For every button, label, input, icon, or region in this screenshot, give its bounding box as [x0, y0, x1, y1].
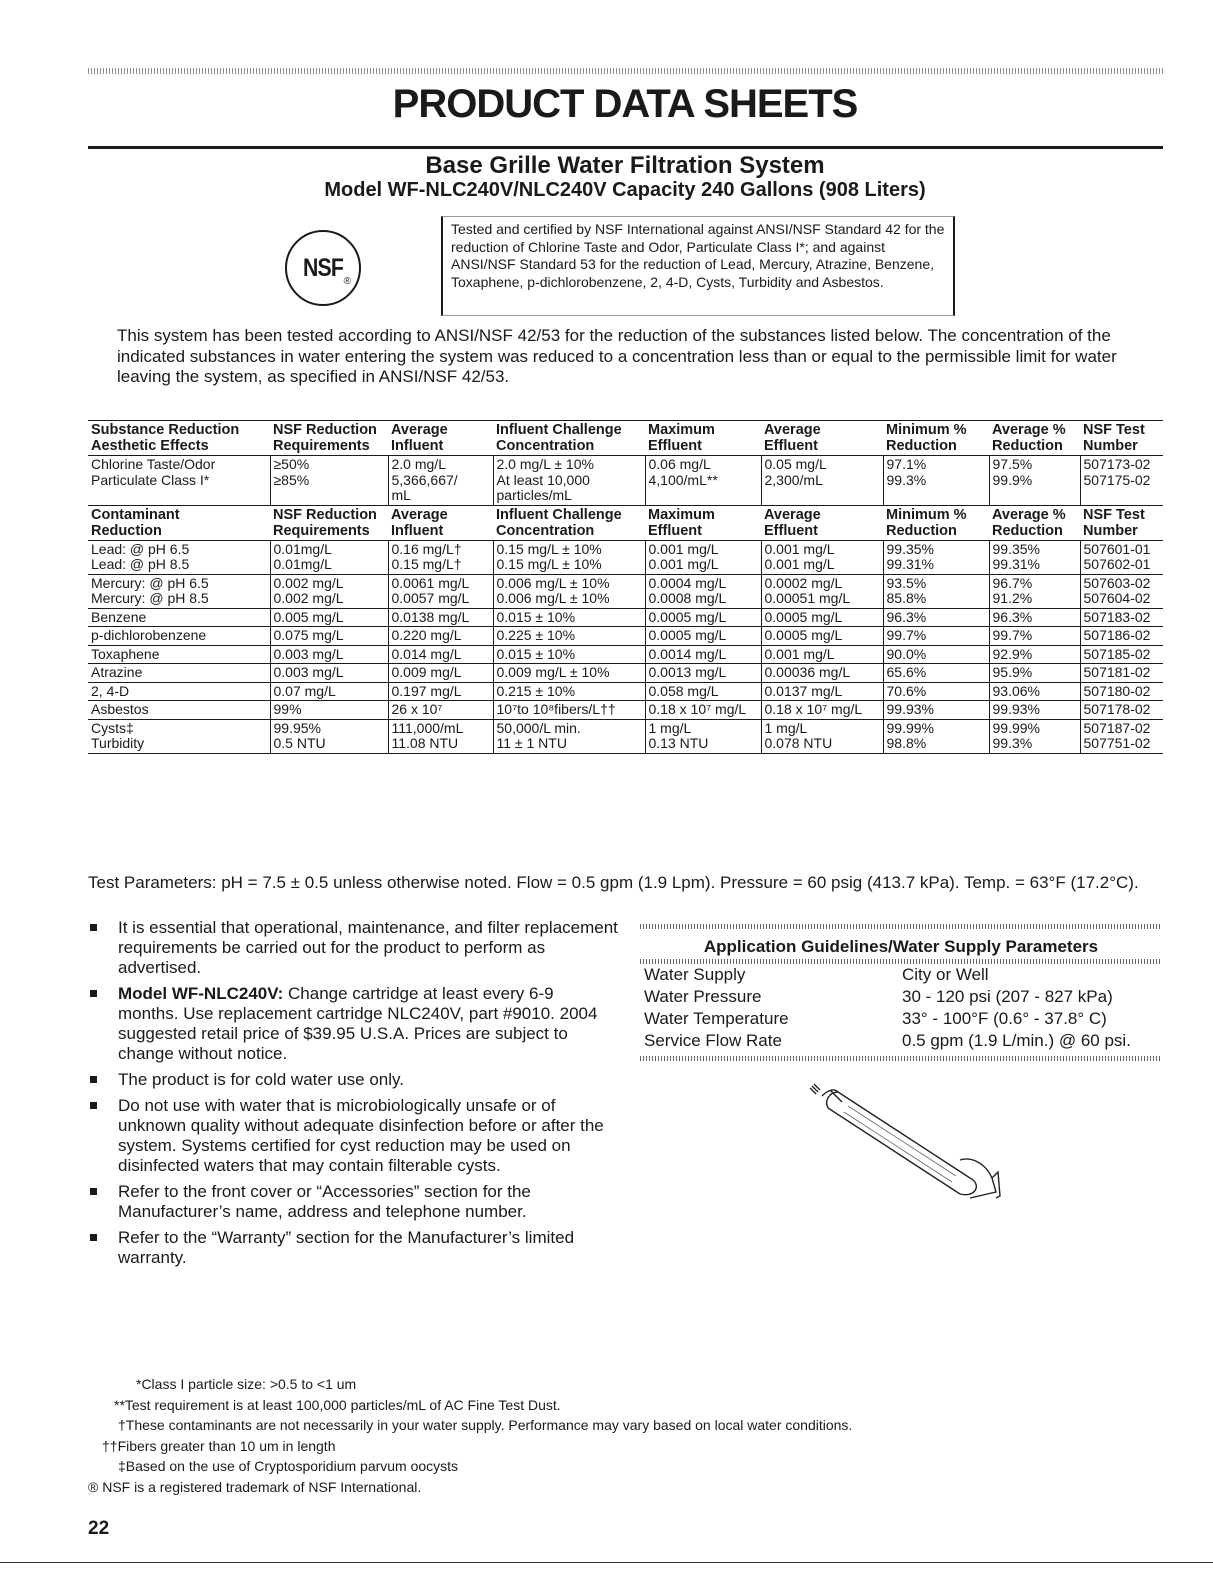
- table-cell: 99.35% 99.31%: [883, 540, 989, 574]
- note-item: [88, 1182, 618, 1222]
- table-cell: 95.9%: [989, 664, 1080, 683]
- table-cell: Average Influent: [388, 421, 493, 456]
- table-cell: 507603-02 507604-02: [1080, 574, 1163, 608]
- table-cell: 92.9%: [989, 645, 1080, 664]
- footnote: †These contaminants are not necessarily in your water supply. Performance may vary based on local water conditions.: [118, 1417, 853, 1433]
- page-title: PRODUCT DATA SHEETS: [392, 82, 858, 126]
- table-cell: 99.99% 98.8%: [883, 719, 989, 753]
- table-cell: 0.15 mg/L ± 10% 0.15 mg/L ± 10%: [493, 540, 645, 574]
- table-cell: 70.6%: [883, 682, 989, 701]
- table-cell: 0.003 mg/L: [270, 664, 388, 683]
- table-cell: 0.0002 mg/L 0.00051 mg/L: [761, 574, 883, 608]
- table-cell: 0.0061 mg/L 0.0057 mg/L: [388, 574, 493, 608]
- page-number: 22: [88, 1518, 110, 1539]
- table-cell: p-dichlorobenzene: [88, 627, 270, 646]
- note-item: [88, 1228, 618, 1268]
- table-cell: 26 x 10⁷: [388, 701, 493, 720]
- table-row: [88, 719, 1163, 753]
- table-cell: 0.01mg/L 0.01mg/L: [270, 540, 388, 574]
- table-cell: 0.015 ± 10%: [493, 645, 645, 664]
- dotted-rule: [640, 1056, 1162, 1061]
- dotted-rule: [640, 924, 1162, 929]
- bullet-square-icon: [90, 1102, 97, 1109]
- performance-table: [88, 420, 1163, 754]
- table-cell: Minimum % Reduction: [883, 505, 989, 540]
- table-cell: 0.07 mg/L: [270, 682, 388, 701]
- table-cell: Atrazine: [88, 664, 270, 683]
- table-cell: 507173-02 507175-02: [1080, 456, 1163, 506]
- table-cell: 0.0005 mg/L: [761, 627, 883, 646]
- table-cell: NSF Reduction Requirements: [270, 421, 388, 456]
- table-cell: 507178-02: [1080, 701, 1163, 720]
- note-bold-label: Model WF-NLC240V:: [118, 984, 284, 1003]
- note-item: [88, 1070, 618, 1090]
- footnote: ††Fibers greater than 10 um in length: [102, 1437, 336, 1454]
- bullet-square-icon: [90, 924, 97, 931]
- table-cell: Mercury: @ pH 6.5 Mercury: @ pH 8.5: [88, 574, 270, 608]
- top-dotted-rule: [88, 68, 1163, 74]
- section-heading: Base Grille Water Filtration System: [425, 152, 825, 179]
- table-cell: 96.3%: [883, 608, 989, 627]
- table-cell: NSF Test Number: [1080, 505, 1163, 540]
- table-cell: 0.001 mg/L 0.001 mg/L: [645, 540, 761, 574]
- table-cell: 93.5% 85.8%: [883, 574, 989, 608]
- table-cell: 0.0005 mg/L: [645, 608, 761, 627]
- table-cell: 99.7%: [989, 627, 1080, 646]
- nsf-logo: [285, 230, 361, 306]
- table-cell: Average Influent: [388, 505, 493, 540]
- table-cell: Chlorine Taste/Odor Particulate Class I*: [88, 456, 270, 506]
- table-row: [88, 682, 1163, 701]
- table-cell: 0.0014 mg/L: [645, 645, 761, 664]
- table-cell: 1 mg/L 0.13 NTU: [645, 719, 761, 753]
- note-item: [88, 918, 618, 978]
- application-label: Water Supply: [644, 965, 746, 984]
- application-guidelines: [640, 924, 1162, 1054]
- table-cell: Average % Reduction: [989, 421, 1080, 456]
- table-cell: Contaminant Reduction: [88, 505, 270, 540]
- note-text: The product is for cold water use only.: [118, 1070, 404, 1089]
- table-cell: ≥50% ≥85%: [270, 456, 388, 506]
- table-cell: 0.06 mg/L 4,100/mL**: [645, 456, 761, 506]
- table-cell: Toxaphene: [88, 645, 270, 664]
- table-cell: 507187-02 507751-02: [1080, 719, 1163, 753]
- note-text: Change cartridge at least every 6-9 months. Use replacement cartridge NLC240V, part #9010. 2004 suggested retail price of $39.95 U.S.A. Prices are subject to change without notice.: [118, 984, 598, 1063]
- table-cell: NSF Test Number: [1080, 421, 1163, 456]
- notes-list: [88, 918, 618, 1274]
- table-cell: Asbestos: [88, 701, 270, 720]
- table-cell: 0.002 mg/L 0.002 mg/L: [270, 574, 388, 608]
- filter-cartridge-illustration: [800, 1072, 1010, 1202]
- bottom-rule: [0, 1562, 1213, 1563]
- table-cell: 99.95% 0.5 NTU: [270, 719, 388, 753]
- table-row: [88, 456, 1163, 506]
- table-cell: 99%: [270, 701, 388, 720]
- table-cell: 90.0%: [883, 645, 989, 664]
- table-cell: 0.005 mg/L: [270, 608, 388, 627]
- table-cell: 99.35% 99.31%: [989, 540, 1080, 574]
- table-cell: Influent Challenge Concentration: [493, 505, 645, 540]
- table-cell: 0.014 mg/L: [388, 645, 493, 664]
- table-cell: 507181-02: [1080, 664, 1163, 683]
- table-cell: 0.05 mg/L 2,300/mL: [761, 456, 883, 506]
- table-cell: 0.18 x 10⁷ mg/L: [761, 701, 883, 720]
- application-label: Water Temperature: [644, 1009, 789, 1028]
- table-cell: 0.18 x 10⁷ mg/L: [645, 701, 761, 720]
- table-cell: 50,000/L min. 11 ± 1 NTU: [493, 719, 645, 753]
- table-header-aesthetic: [88, 421, 1163, 456]
- nsf-logo-text: NSF: [303, 254, 343, 282]
- footnote: *Class I particle size: >0.5 to <1 um: [136, 1376, 357, 1392]
- table-cell: Maximum Effluent: [645, 421, 761, 456]
- table-cell: 0.0005 mg/L: [761, 608, 883, 627]
- registered-mark: ®: [343, 276, 351, 287]
- application-value: 33° - 100°F (0.6° - 37.8° C): [902, 1009, 1107, 1028]
- note-item: [88, 1096, 618, 1176]
- table-cell: 0.225 ± 10%: [493, 627, 645, 646]
- table-row: [88, 701, 1163, 720]
- table-cell: Influent Challenge Concentration: [493, 421, 645, 456]
- model-subheading: Model WF-NLC240V/NLC240V Capacity 240 Gallons (908 Liters): [324, 179, 926, 201]
- application-row: [640, 1008, 1162, 1030]
- table-cell: 0.0004 mg/L 0.0008 mg/L: [645, 574, 761, 608]
- table-cell: Lead: @ pH 6.5 Lead: @ pH 8.5: [88, 540, 270, 574]
- bullet-square-icon: [90, 1076, 97, 1083]
- test-parameters: Test Parameters: pH = 7.5 ± 0.5 unless otherwise noted. Flow = 0.5 gpm (1.9 Lpm). Pressure = 60 psig (413.7 kPa). Temp. = 63°F (17.2°C).: [88, 873, 1139, 892]
- application-row: [640, 986, 1162, 1008]
- title-rule: [88, 146, 1163, 149]
- bullet-square-icon: [90, 1188, 97, 1195]
- table-cell: 0.058 mg/L: [645, 682, 761, 701]
- table-cell: 0.009 mg/L ± 10%: [493, 664, 645, 683]
- table-cell: Benzene: [88, 608, 270, 627]
- table-cell: 99.99% 99.3%: [989, 719, 1080, 753]
- table-cell: 65.6%: [883, 664, 989, 683]
- table-row: [88, 540, 1163, 574]
- note-text: Refer to the “Warranty” section for the Manufacturer’s limited warranty.: [118, 1228, 575, 1267]
- application-row: [640, 1030, 1162, 1052]
- table-cell: 0.0005 mg/L: [645, 627, 761, 646]
- table-cell: 0.006 mg/L ± 10% 0.006 mg/L ± 10%: [493, 574, 645, 608]
- table-cell: 0.001 mg/L 0.001 mg/L: [761, 540, 883, 574]
- application-value: 0.5 gpm (1.9 L/min.) @ 60 psi.: [902, 1031, 1131, 1050]
- table-cell: 2, 4-D: [88, 682, 270, 701]
- application-value: 30 - 120 psi (207 - 827 kPa): [902, 987, 1113, 1006]
- note-text: Do not use with water that is microbiologically unsafe or of unknown quality without adequate disinfection before or after the system. Systems certified for cyst reduction may be used on disinfected waters that may contain filterable cysts.: [118, 1096, 604, 1175]
- table-cell: Minimum % Reduction: [883, 421, 989, 456]
- bullet-square-icon: [90, 1234, 97, 1241]
- application-row: [640, 964, 1162, 986]
- table-cell: 0.003 mg/L: [270, 645, 388, 664]
- table-cell: 97.5% 99.9%: [989, 456, 1080, 506]
- table-cell: 99.93%: [989, 701, 1080, 720]
- table-cell: 0.015 ± 10%: [493, 608, 645, 627]
- table-cell: 99.7%: [883, 627, 989, 646]
- footnote: ‡Based on the use of Cryptosporidium parvum oocysts: [118, 1458, 459, 1474]
- table-cell: Average % Reduction: [989, 505, 1080, 540]
- table-cell: 0.215 ± 10%: [493, 682, 645, 701]
- footnote: **Test requirement is at least 100,000 particles/mL of AC Fine Test Dust.: [114, 1396, 561, 1413]
- table-cell: 97.1% 99.3%: [883, 456, 989, 506]
- table-row: [88, 627, 1163, 646]
- bullet-square-icon: [90, 990, 97, 997]
- table-cell: 0.220 mg/L: [388, 627, 493, 646]
- table-cell: 0.001 mg/L: [761, 645, 883, 664]
- table-cell: 0.00036 mg/L: [761, 664, 883, 683]
- application-label: Water Pressure: [644, 987, 762, 1006]
- table-cell: 507183-02: [1080, 608, 1163, 627]
- table-cell: 0.0013 mg/L: [645, 664, 761, 683]
- intro-paragraph: This system has been tested according to ANSI/NSF 42/53 for the reduction of the substances listed below. The concentration of the indicated substances in water entering the system was reduced to a concentration less than or equal to the permissible limit for water leaving the system, as specified in ANSI/NSF 42/53.: [117, 326, 1117, 386]
- table-cell: Substance Reduction Aesthetic Effects: [88, 421, 270, 456]
- table-cell: 507180-02: [1080, 682, 1163, 701]
- table-cell: 2.0 mg/L ± 10% At least 10,000 particles/mL: [493, 456, 645, 506]
- table-cell: 111,000/mL 11.08 NTU: [388, 719, 493, 753]
- table-cell: 10⁷to 10⁸fibers/L††: [493, 701, 645, 720]
- footnote: ® NSF is a registered trademark of NSF International.: [88, 1478, 422, 1495]
- table-cell: 0.197 mg/L: [388, 682, 493, 701]
- table-cell: 507186-02: [1080, 627, 1163, 646]
- note-item: [88, 984, 618, 1064]
- table-cell: 0.0138 mg/L: [388, 608, 493, 627]
- table-cell: 2.0 mg/L 5,366,667/ mL: [388, 456, 493, 506]
- table-row: [88, 664, 1163, 683]
- note-text: It is essential that operational, maintenance, and filter replacement requirements be carried out for the product to perform as advertised.: [118, 918, 618, 977]
- application-value: City or Well: [902, 965, 989, 984]
- table-cell: Average Effluent: [761, 505, 883, 540]
- table-cell: 99.93%: [883, 701, 989, 720]
- table-cell: 96.3%: [989, 608, 1080, 627]
- table-cell: 507601-01 507602-01: [1080, 540, 1163, 574]
- table-cell: Cysts‡ Turbidity: [88, 719, 270, 753]
- table-cell: 93.06%: [989, 682, 1080, 701]
- certification-box: Tested and certified by NSF International against ANSI/NSF Standard 42 for the reduction of Chlorine Taste and Odor, Particulate Class I*; and against ANSI/NSF Standard 53 for the reduction of Lead, Mercury, Atrazine, Benzene, Toxaphene, p-dichlorobenzene, 2, 4-D, Cysts, Turbidity and Asbestos.: [441, 216, 955, 316]
- table-row: [88, 574, 1163, 608]
- table-cell: 96.7% 91.2%: [989, 574, 1080, 608]
- table-row: [88, 645, 1163, 664]
- table-cell: 0.16 mg/L† 0.15 mg/L†: [388, 540, 493, 574]
- application-title: Application Guidelines/Water Supply Parameters: [703, 937, 1099, 956]
- application-label: Service Flow Rate: [644, 1031, 782, 1050]
- table-cell: 0.0137 mg/L: [761, 682, 883, 701]
- table-cell: 507185-02: [1080, 645, 1163, 664]
- table-cell: NSF Reduction Requirements: [270, 505, 388, 540]
- table-cell: Maximum Effluent: [645, 505, 761, 540]
- table-row: [88, 608, 1163, 627]
- table-header-contaminant: [88, 505, 1163, 540]
- table-cell: 1 mg/L 0.078 NTU: [761, 719, 883, 753]
- footnotes: [88, 1374, 852, 1497]
- table-cell: 0.075 mg/L: [270, 627, 388, 646]
- table-cell: 0.009 mg/L: [388, 664, 493, 683]
- table-cell: Average Effluent: [761, 421, 883, 456]
- note-text: Refer to the front cover or “Accessories” section for the Manufacturer’s name, address and telephone number.: [118, 1182, 531, 1221]
